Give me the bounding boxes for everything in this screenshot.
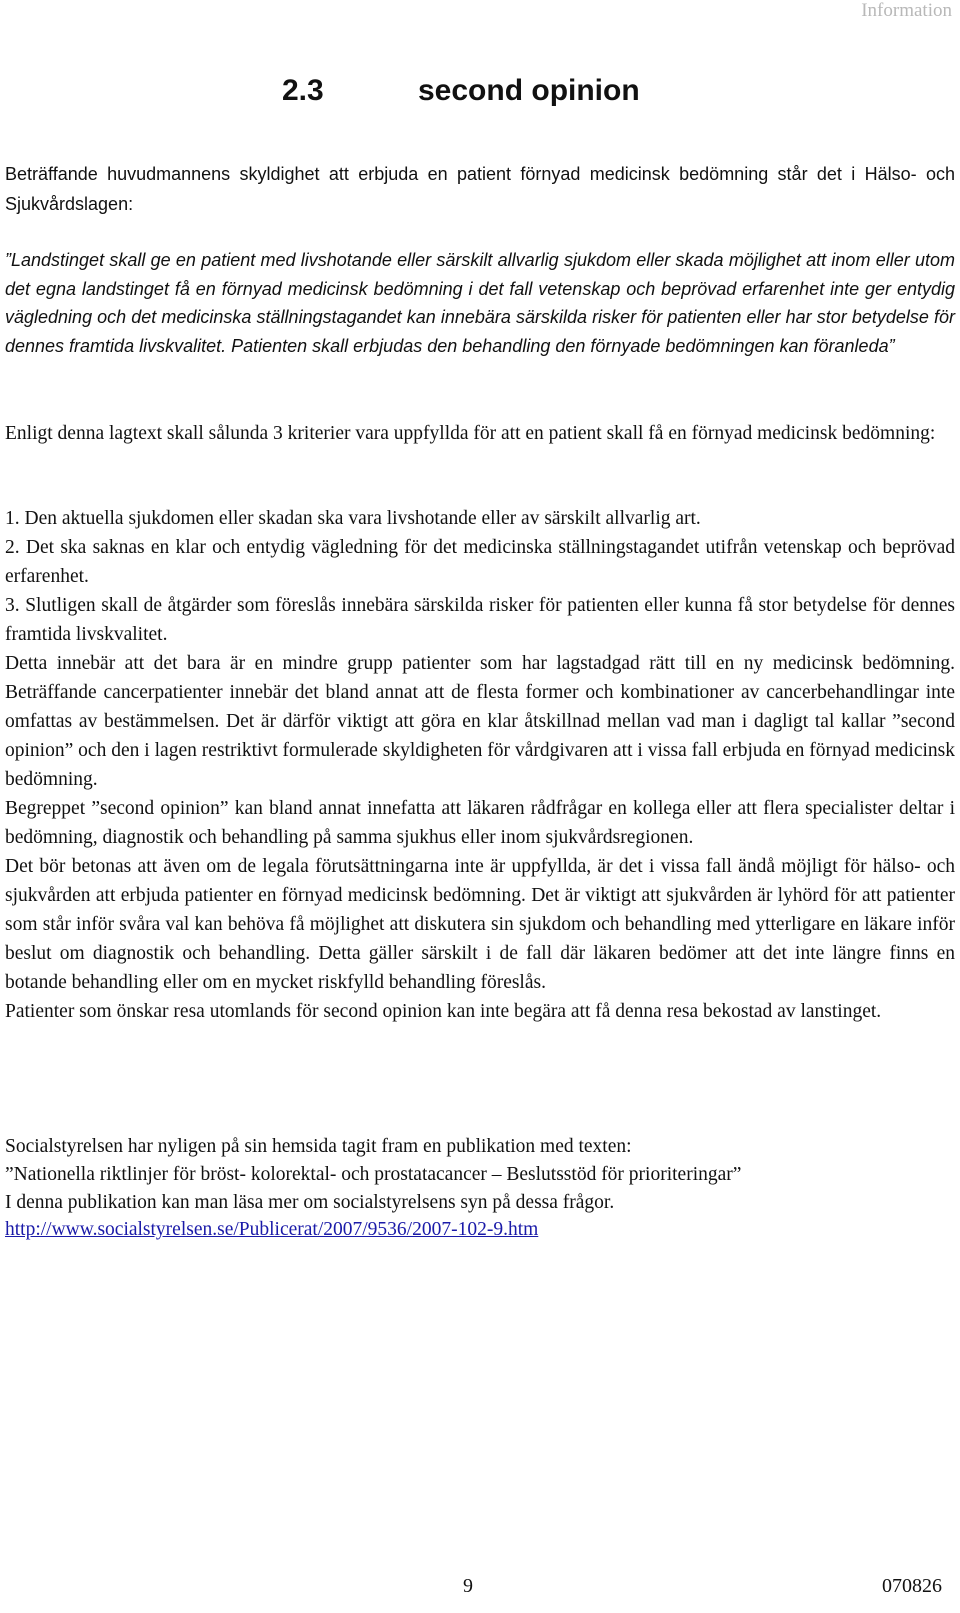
running-head: Information: [861, 0, 952, 21]
law-quote: ”Landstinget skall ge en patient med livshotande eller särskilt allvarlig sjukdom eller skada möjlighet att inom eller utom det egna landstinget få en förnyad medicinsk bedömning i det fall vetenskap och beprövad erfarenhet inte ger entydig vägledning och det medicinska ställningstagandet kan innebära särskilda risker för patienten eller har stor betydelse för dennes framtida livskvalitet. Patienten skall erbjudas den behandling den förnyade bedömningen kan föranleda”: [5, 250, 955, 356]
page-number: 9: [463, 1575, 473, 1597]
intro-paragraph: Beträffande huvudmannens skyldighet att erbjuda en patient förnyad medicinsk bedömning står det i Hälso- och Sjukvårdslagen:: [5, 164, 955, 214]
criteria-and-body: [5, 504, 955, 1026]
body-paragraph: Begreppet ”second opinion” kan bland annat innefatta att läkaren rådfrågar en kollega eller att flera specialister deltar i bedömning, diagnostik och behandling på samma sjukhus eller inom sjukvårdsregionen.: [5, 798, 955, 848]
criterion-item: 2. Det ska saknas en klar och entydig vägledning för det medicinska ställningstagandet utifrån vetenskap och beprövad erfarenhet.: [5, 537, 955, 587]
section-title: second opinion: [418, 74, 640, 107]
socialstyrelsen-line: I denna publikation kan man läsa mer om socialstyrelsens syn på dessa frågor.: [5, 1191, 615, 1213]
law-text-paragraph: Enligt denna lagtext skall sålunda 3 kriterier vara uppfyllda för att en patient skall få en förnyad medicinsk bedömning:: [5, 423, 936, 444]
socialstyrelsen-line: Socialstyrelsen har nyligen på sin hemsida tagit fram en publikation med texten:: [5, 1136, 632, 1157]
socialstyrelsen-block: [5, 1133, 955, 1244]
publication-title: ”Nationella riktlinjer för bröst- kolorektal- och prostatacancer – Beslutsstöd för prioriteringar”: [5, 1163, 742, 1185]
body-paragraph: Detta innebär att det bara är en mindre grupp patienter som har lagstadgad rätt till en ny medicinsk bedömning. Beträffande cancerpatienter innebär det bland annat att de flesta former och kombinationer av cancerbehandlingar inte omfattas av bestämmelsen. Det är därför viktigt att göra en klar åtskillnad mellan vad man i dagligt tal kallar ”second opinion” och den i lagen restriktivt formulerade skyldigheten för vårdgivaren att i vissa fall erbjuda en förnyad medicinsk bedömning.: [5, 653, 955, 790]
body-paragraph: Det bör betonas att även om de legala förutsättningarna inte är uppfyllda, är det i vissa fall ändå möjligt för hälso- och sjukvården att erbjuda patienter en förnyad medicinsk bedömning. Det är viktigt att sjukvården är lyhörd för att patienter som står inför svåra val kan behöva få möjlighet att diskutera sin sjukdom och behandling med ytterligare en läkare inför beslut om diagnostik och behandling. Detta gäller särskilt i de fall där läkaren bedömer att det inte längre finns en botande behandling eller om en mycket riskfylld behandling föreslås.: [5, 856, 955, 993]
criterion-item: 1. Den aktuella sjukdomen eller skadan ska vara livshotande eller av särskilt allvarlig art.: [5, 508, 701, 529]
document-code: 070826: [882, 1575, 942, 1597]
section-number: 2.3: [282, 74, 324, 107]
publication-link[interactable]: http://www.socialstyrelsen.se/Publicerat/2007/9536/2007-102-9.htm: [5, 1219, 539, 1241]
body-paragraph: Patienter som önskar resa utomlands för second opinion kan inte begära att få denna resa bekostad av lanstinget.: [5, 1001, 882, 1022]
criterion-item: 3. Slutligen skall de åtgärder som föreslås innebära särskilda risker för patienten eller kunna få stor betydelse för dennes framtida livskvalitet.: [5, 595, 955, 645]
